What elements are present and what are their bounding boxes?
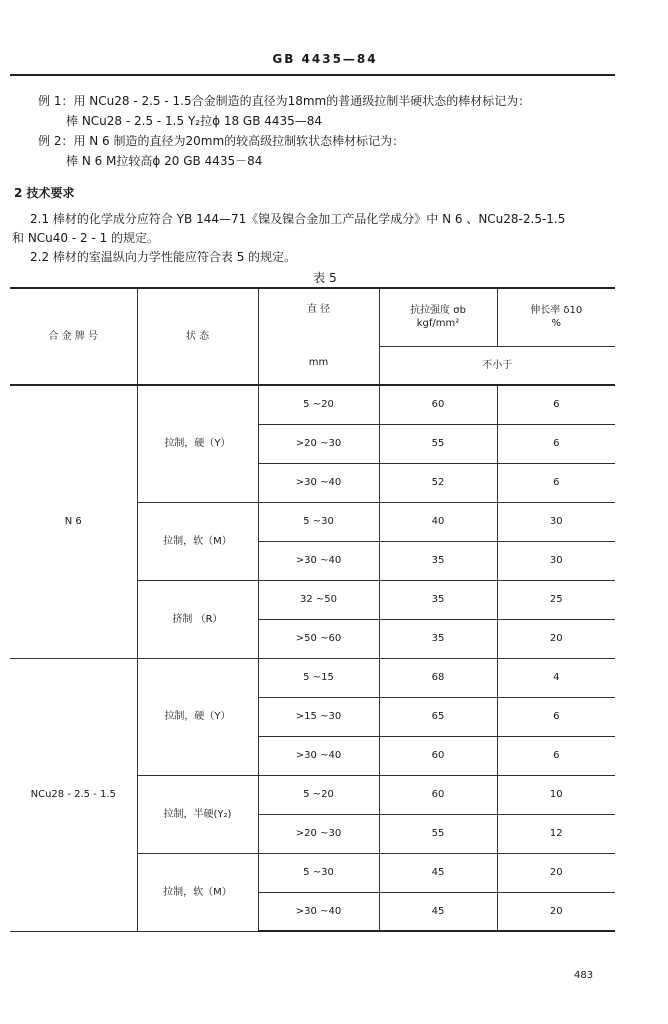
example-2-label: 例 2：用 N 6 制造的直径为20mm的较高级拉制软状态棒材标记为： — [38, 134, 405, 148]
state-cell: 拉制，软（M） — [137, 502, 258, 580]
tensile-cell: 40 — [379, 502, 497, 541]
section-heading: 2 技术要求 — [14, 186, 75, 200]
diameter-cell: 5 ~30 — [258, 502, 379, 541]
table-5 — [10, 287, 615, 932]
header-tensile-label: 抗拉强度 σb — [410, 305, 466, 317]
header-alloy: 合 金 牌 号 — [10, 288, 137, 385]
tensile-cell: 55 — [379, 424, 497, 463]
page-number: 483 — [574, 970, 594, 981]
tensile-cell: 45 — [379, 853, 497, 892]
alloy-ncu28: NCu28 - 2.5 - 1.5 — [10, 658, 137, 931]
clause-2-1: 2.1 棒材的化学成分应符合 YB 144—71《镍及镍合金加工产品化学成分》中 N 6 、NCu28-2.5-1.5 — [30, 212, 566, 226]
elongation-cell: 20 — [497, 619, 615, 658]
state-cell: 拉制，硬（Y） — [137, 385, 258, 502]
tensile-cell: 45 — [379, 892, 497, 931]
alloy-n6: N 6 — [10, 385, 137, 658]
header-elongation-unit: % — [551, 318, 561, 330]
diameter-cell: >20 ~30 — [258, 424, 379, 463]
diameter-cell: >30 ~40 — [258, 892, 379, 931]
header-state: 状 态 — [137, 288, 258, 385]
diameter-cell: 5 ~30 — [258, 853, 379, 892]
tensile-cell: 60 — [379, 775, 497, 814]
header-tensile — [379, 288, 497, 346]
elongation-cell: 20 — [497, 853, 615, 892]
diameter-cell: >30 ~40 — [258, 463, 379, 502]
clause-2-1-cont: 和 NCu40 - 2 - 1 的规定。 — [12, 231, 160, 245]
header-not-less: 不小于 — [379, 346, 615, 385]
diameter-cell: 5 ~20 — [258, 385, 379, 424]
elongation-cell: 4 — [497, 658, 615, 697]
diameter-cell: >20 ~30 — [258, 814, 379, 853]
example-1-label: 例 1：用 NCu28 - 2.5 - 1.5合金制造的直径为18mm的普通级拉制半硬状态的棒材标记为： — [38, 94, 531, 108]
example-1-mark: 棒 NCu28 - 2.5 - 1.5 Y₂拉ϕ 18 GB 4435—84 — [66, 114, 323, 128]
elongation-cell: 6 — [497, 697, 615, 736]
tensile-cell: 65 — [379, 697, 497, 736]
example-2-mark: 棒 N 6 M拉较高ϕ 20 GB 4435－84 — [66, 154, 263, 168]
state-cell: 拉制，硬（Y） — [137, 658, 258, 775]
tensile-cell: 68 — [379, 658, 497, 697]
diameter-cell: 5 ~15 — [258, 658, 379, 697]
elongation-cell: 25 — [497, 580, 615, 619]
elongation-cell: 20 — [497, 892, 615, 931]
tensile-cell: 60 — [379, 385, 497, 424]
tensile-cell: 52 — [379, 463, 497, 502]
diameter-cell: >15 ~30 — [258, 697, 379, 736]
clause-2-2: 2.2 棒材的室温纵向力学性能应符合表 5 的规定。 — [30, 250, 297, 264]
state-cell: 挤制 （R） — [137, 580, 258, 658]
elongation-cell: 6 — [497, 385, 615, 424]
header-elongation — [497, 288, 615, 346]
tensile-cell: 55 — [379, 814, 497, 853]
diameter-cell: 5 ~20 — [258, 775, 379, 814]
table-caption: 表 5 — [313, 271, 337, 285]
tensile-cell: 60 — [379, 736, 497, 775]
elongation-cell: 30 — [497, 541, 615, 580]
header-diameter-label: 直 径 — [306, 304, 331, 315]
elongation-cell: 12 — [497, 814, 615, 853]
tensile-cell: 35 — [379, 541, 497, 580]
state-cell: 拉制，软（M） — [137, 853, 258, 931]
tensile-cell: 35 — [379, 619, 497, 658]
elongation-cell: 30 — [497, 502, 615, 541]
tensile-cell: 35 — [379, 580, 497, 619]
diameter-cell: 32 ~50 — [258, 580, 379, 619]
header-diameter-unit: mm — [308, 357, 329, 368]
elongation-cell: 10 — [497, 775, 615, 814]
header-elongation-label: 伸长率 δ10 — [530, 305, 583, 317]
state-cell: 拉制，半硬(Y₂) — [137, 775, 258, 853]
diameter-cell: >30 ~40 — [258, 736, 379, 775]
diameter-cell: >50 ~60 — [258, 619, 379, 658]
header-diameter — [258, 288, 379, 385]
elongation-cell: 6 — [497, 463, 615, 502]
elongation-cell: 6 — [497, 736, 615, 775]
header-tensile-unit: kgf/mm² — [416, 318, 460, 330]
standard-header: GB 4435—84 — [272, 52, 378, 66]
header-rule — [10, 74, 615, 76]
diameter-cell: >30 ~40 — [258, 541, 379, 580]
elongation-cell: 6 — [497, 424, 615, 463]
